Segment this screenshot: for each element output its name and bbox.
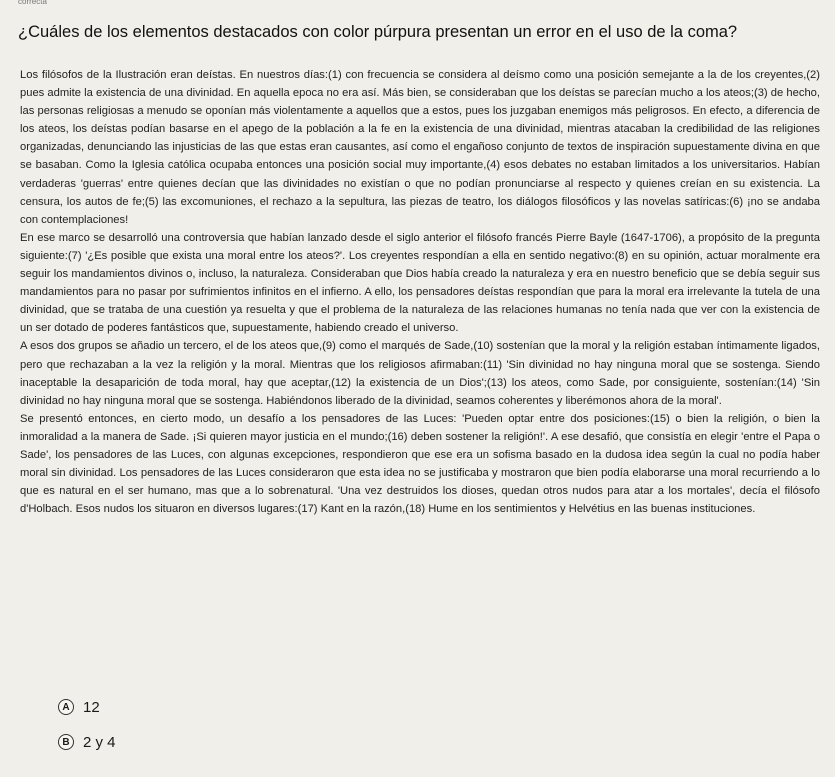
option-letter-badge: A (58, 699, 74, 715)
paragraph: Se presentó entonces, en cierto modo, un desafío a los pensadores de las Luces: 'Pueden optar entre dos posiciones:(15) o bien la religión, o bien la inmoralidad a la manera de Sade. ¡Si quieren mayor justicia en el mundo;(16) deben sostener la religión!'. A ese desafió, que consistía en elegir 'entre el Papa o Sade', los pensadores de las Luces, con algunas excepciones, respondieron que ese era un sofisma basado en la dudosa idea según la cual no podía haber moral sin divinidad. Los pensadores de las Luces consideraron que esta idea no se justificaba y mostraron que bien podía elaborarse una moral recurriendo a lo que es natural en el ser humano, mas que a lo sobrenatural. 'Una vez destruidos los dioses, quedan otros nudos para atar a los mortales', decía el filósofo d'Holbach. Esos nudos los situaron en diversos lugares:(17) Kant en la razón,(18) Hume en los sentimientos y Helvétius en las buenas instituciones. (20, 412, 820, 516)
answer-options (58, 696, 358, 766)
paragraph: En ese marco se desarrolló una controversia que habían lanzado desde el siglo anterior el filósofo francés Pierre Bayle (1647-1706), a propósito de la pregunta siguiente:(7) '¿Es posible que exista una moral entre los ateos?'. Los creyentes respondían a ella en sentido negativo:(8) en su opinión, actuar moralmente era seguir los mandamientos divinos o, incluso, la naturaleza. Consideraban que Dios había creado la naturaleza y era en nuestro beneficio que se debía seguir sus mandamientos para no pasar por sufrimientos infinitos en el infierno. A ello, los pensadores deístas respondían que para la moral era irrelevante la tutela de una divinidad, que se trataba de una cuestión ya resuelta y que el problema de la naturaleza de las relaciones humanas no tenía nada que ver con la existencia de un ser dotado de poderes fantásticos que, supuestamente, habiendo creado el universo. (20, 231, 820, 335)
option-label: 12 (83, 698, 100, 716)
option-a[interactable] (58, 696, 358, 718)
reading-passage (20, 66, 820, 518)
option-label: 2 y 4 (83, 733, 116, 751)
option-b[interactable] (58, 731, 358, 753)
paragraph: A esos dos grupos se añadio un tercero, el de los ateos que,(9) como el marqués de Sade,(10) sostenían que la moral y la religión estaban íntimamente ligados, pero que rechazaban a la vez la religión y la moral. Mientras que los religiosos afirmaban:(11) 'Sin divinidad no hay ninguna moral que se sostenga. Siendo inaceptable la desaparición de toda moral, hay que aceptar,(12) la existencia de un Dios';(13) los ateos, como Sade, por consiguiente, sostenían:(14) 'Sin divinidad no hay ninguna moral que se sostenga. Habiéndonos liberado de la divinidad, seamos coherentes y liberémonos ahora de la moral'. (20, 340, 820, 407)
paragraph: Los filósofos de la Ilustración eran deístas. En nuestros días:(1) con frecuencia se considera al deísmo como una posición semejante a la de los creyentes,(2) pues admite la existencia de una divinidad. En aquella epoca no era así. Más bien, se consideraban que los deístas se parecían mucho a los ateos;(3) de hecho, las personas religiosas a menudo se oponían más violentamente a aquellos que a estos, pues los juzgaban enemigos más peligrosos. En efecto, a diferencia de los ateos, los deístas podían basarse en el apego de la población a la fe en la existencia de una divinidad, mientras atacaban la credibilidad de las religiones organizadas, denunciando las injusticias de las que estas eran causantes, así como el engañoso conjunto de textos de inspiración supuestamente divina en que se basaban. Como la Iglesia católica ocupaba entonces una posición social muy importante,(4) esos debates no estaban limitados a los universitarios. Habían verdaderas 'guerras' entre quienes decían que las divinidades no existían o que no podían pronunciarse al respecto y quienes creían en su existencia. La censura, los autos de fe;(5) las excomuniones, el rechazo a la sepultura, las piezas de teatro, los diálogos filosóficos y las novelas satíricas:(6) ¡no se andaba con contemplaciones! (20, 69, 820, 226)
option-letter-badge: B (58, 734, 74, 750)
header-fragment: correcta (18, 0, 47, 5)
question-text: ¿Cuáles de los elementos destacados con color púrpura presentan un error en el uso de la coma? (18, 23, 738, 41)
